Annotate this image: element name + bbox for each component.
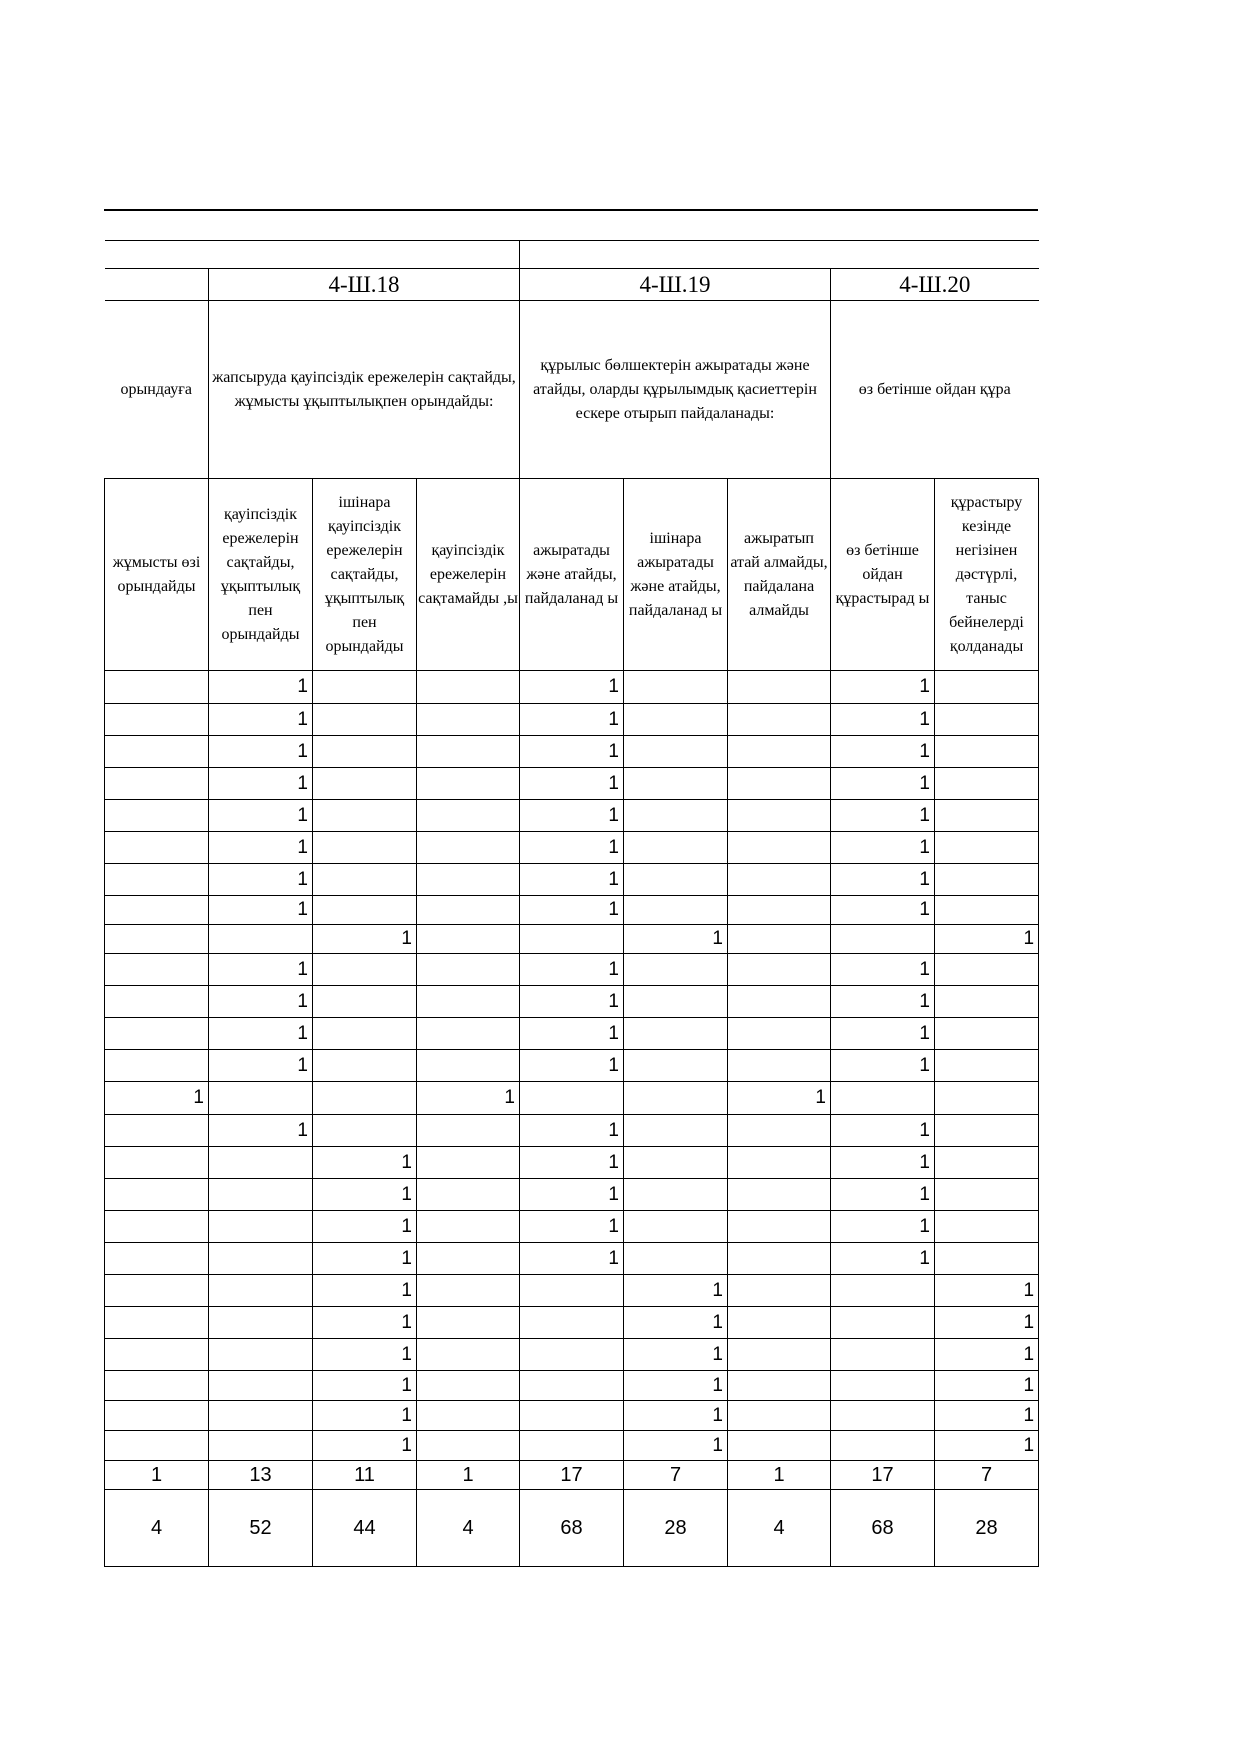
table-cell — [728, 1018, 831, 1050]
table-cell — [417, 986, 520, 1018]
table-cell — [935, 704, 1039, 736]
table-cell — [935, 1147, 1039, 1179]
percent-cell: 28 — [935, 1490, 1039, 1567]
table-cell: 1 — [520, 704, 624, 736]
table-cell — [209, 1275, 313, 1307]
table-row — [105, 986, 1039, 1018]
table-row — [105, 736, 1039, 768]
table-row — [105, 1307, 1039, 1339]
table-cell: 1 — [728, 1082, 831, 1115]
total-cell: 1 — [105, 1461, 209, 1490]
table-row — [105, 1243, 1039, 1275]
table-cell: 1 — [624, 1401, 728, 1431]
table-cell: 1 — [935, 1339, 1039, 1371]
table-cell — [417, 800, 520, 832]
table-cell — [935, 736, 1039, 768]
table-cell — [935, 1243, 1039, 1275]
table-cell: 1 — [313, 1401, 417, 1431]
table-cell — [209, 1307, 313, 1339]
table-cell — [105, 1018, 209, 1050]
table-cell — [105, 768, 209, 800]
table-cell — [728, 768, 831, 800]
table-cell — [417, 671, 520, 704]
table-cell — [831, 1401, 935, 1431]
table-cell: 1 — [313, 1371, 417, 1401]
table-cell — [105, 896, 209, 925]
table-cell: 1 — [313, 1307, 417, 1339]
table-cell — [313, 954, 417, 986]
table-cell: 1 — [831, 1179, 935, 1211]
table-cell — [935, 1050, 1039, 1082]
table-cell: 1 — [831, 896, 935, 925]
table-cell — [935, 1115, 1039, 1147]
table-cell — [417, 1115, 520, 1147]
table-cell — [935, 896, 1039, 925]
table-cell — [624, 1082, 728, 1115]
table-cell — [313, 1018, 417, 1050]
table-cell: 1 — [520, 1050, 624, 1082]
table-cell — [417, 1371, 520, 1401]
table-cell: 1 — [520, 986, 624, 1018]
table-cell — [520, 1371, 624, 1401]
table-cell — [520, 1275, 624, 1307]
code-cell: 4-Ш.18 — [209, 269, 520, 301]
table-cell — [831, 1339, 935, 1371]
table-cell: 1 — [520, 1179, 624, 1211]
table-cell — [417, 1211, 520, 1243]
table-cell — [105, 1339, 209, 1371]
table-cell — [728, 1243, 831, 1275]
table-cell — [313, 671, 417, 704]
table-row — [105, 1082, 1039, 1115]
table-row — [105, 896, 1039, 925]
table-row — [105, 671, 1039, 704]
table-cell — [417, 1018, 520, 1050]
table-cell: 1 — [831, 1243, 935, 1275]
table-cell — [105, 1115, 209, 1147]
table-cell — [728, 1307, 831, 1339]
top-rule — [104, 209, 1038, 211]
table-cell — [417, 1275, 520, 1307]
percent-cell: 52 — [209, 1490, 313, 1567]
table-cell — [105, 704, 209, 736]
group-description-row — [105, 301, 1039, 479]
table-cell: 1 — [313, 1211, 417, 1243]
table-cell — [624, 736, 728, 768]
table-cell: 1 — [935, 1275, 1039, 1307]
table-cell — [417, 768, 520, 800]
table-cell — [417, 1401, 520, 1431]
table-cell — [417, 896, 520, 925]
table-row — [105, 1339, 1039, 1371]
percent-row — [105, 1490, 1039, 1567]
blank-header-cell-left — [105, 241, 520, 269]
table-cell — [624, 986, 728, 1018]
table-cell — [520, 1431, 624, 1461]
table-cell — [728, 1401, 831, 1431]
table-cell — [728, 896, 831, 925]
table-cell — [728, 986, 831, 1018]
table-cell — [417, 832, 520, 864]
table-cell — [728, 704, 831, 736]
table-cell — [417, 954, 520, 986]
table-cell: 1 — [624, 1307, 728, 1339]
table-cell: 1 — [313, 1147, 417, 1179]
table-cell — [624, 1211, 728, 1243]
table-cell: 1 — [209, 986, 313, 1018]
table-cell — [417, 704, 520, 736]
total-cell: 11 — [313, 1461, 417, 1490]
group-description-cell: орындауға — [105, 301, 209, 479]
table-cell — [728, 1050, 831, 1082]
table-row — [105, 925, 1039, 954]
table-cell — [624, 864, 728, 896]
table-cell — [520, 1339, 624, 1371]
table-cell — [831, 925, 935, 954]
sub-header-cell: құрастыру кезінде негізінен дәстүрлі, таныс бейнелерді қолданады — [935, 479, 1039, 671]
group-description-cell: құрылыс бөлшектерін ажыратады және атайды, оларды құрылымдық қасиеттерін ескере отырып пайдаланады: — [520, 301, 831, 479]
table-cell: 1 — [520, 1147, 624, 1179]
table-cell: 1 — [313, 1243, 417, 1275]
sub-header-cell: өз бетінше ойдан құрастырад ы — [831, 479, 935, 671]
table-row — [105, 800, 1039, 832]
table-cell — [935, 832, 1039, 864]
table-cell — [417, 864, 520, 896]
blank-header-row — [105, 241, 1039, 269]
table-cell — [728, 1431, 831, 1461]
table-cell: 1 — [313, 1339, 417, 1371]
table-cell — [417, 1147, 520, 1179]
table-cell — [935, 1082, 1039, 1115]
table-cell: 1 — [520, 1243, 624, 1275]
table-cell: 1 — [831, 704, 935, 736]
total-cell: 1 — [417, 1461, 520, 1490]
sub-header-cell: ажыратады және атайды, пайдаланад ы — [520, 479, 624, 671]
table-cell: 1 — [209, 704, 313, 736]
table-cell — [520, 1082, 624, 1115]
table-cell — [313, 1050, 417, 1082]
table-row — [105, 1401, 1039, 1431]
table-cell — [209, 1339, 313, 1371]
table-cell — [313, 1082, 417, 1115]
table-cell — [935, 671, 1039, 704]
table-cell: 1 — [831, 768, 935, 800]
table-row — [105, 1371, 1039, 1401]
table-row — [105, 954, 1039, 986]
table-row — [105, 832, 1039, 864]
table-cell — [313, 1115, 417, 1147]
table-cell — [624, 768, 728, 800]
table-cell — [105, 954, 209, 986]
table-cell — [417, 1307, 520, 1339]
total-cell: 17 — [831, 1461, 935, 1490]
table-cell — [520, 1401, 624, 1431]
table-cell: 1 — [935, 925, 1039, 954]
table-cell — [935, 954, 1039, 986]
table-cell — [624, 800, 728, 832]
table-cell — [728, 1275, 831, 1307]
table-cell: 1 — [313, 925, 417, 954]
percent-cell: 28 — [624, 1490, 728, 1567]
table-cell — [313, 768, 417, 800]
total-cell: 7 — [624, 1461, 728, 1490]
table-cell — [209, 1431, 313, 1461]
table-row — [105, 1431, 1039, 1461]
sub-header-cell: ажыратып атай алмайды, пайдалана алмайды — [728, 479, 831, 671]
table-cell: 1 — [209, 671, 313, 704]
table-cell: 1 — [935, 1431, 1039, 1461]
table-row — [105, 704, 1039, 736]
assessment-table — [104, 240, 1039, 1567]
total-cell: 13 — [209, 1461, 313, 1490]
table-cell: 1 — [209, 1050, 313, 1082]
table-cell — [313, 736, 417, 768]
table-cell — [935, 1211, 1039, 1243]
blank-header-cell-right — [520, 241, 1039, 269]
table-cell — [209, 1147, 313, 1179]
table-cell — [520, 1307, 624, 1339]
table-cell: 1 — [624, 1339, 728, 1371]
table-cell: 1 — [935, 1307, 1039, 1339]
sub-header-row — [105, 479, 1039, 671]
table-cell — [209, 1179, 313, 1211]
table-cell — [417, 1179, 520, 1211]
table-cell — [520, 925, 624, 954]
table-row — [105, 1018, 1039, 1050]
table-cell — [417, 925, 520, 954]
table-cell: 1 — [831, 1147, 935, 1179]
table-cell: 1 — [831, 1050, 935, 1082]
table-cell — [313, 864, 417, 896]
table-cell: 1 — [313, 1179, 417, 1211]
table-cell — [728, 1147, 831, 1179]
table-cell: 1 — [209, 1018, 313, 1050]
table-row — [105, 1147, 1039, 1179]
table-cell — [728, 736, 831, 768]
table-cell — [624, 704, 728, 736]
table-cell: 1 — [313, 1431, 417, 1461]
table-cell: 1 — [209, 736, 313, 768]
percent-cell: 68 — [520, 1490, 624, 1567]
table-cell — [313, 704, 417, 736]
table-cell — [417, 1431, 520, 1461]
table-cell — [417, 1050, 520, 1082]
table-cell: 1 — [520, 1211, 624, 1243]
table-cell — [105, 1401, 209, 1431]
table-cell: 1 — [209, 800, 313, 832]
table-cell: 1 — [831, 986, 935, 1018]
group-description-cell: жапсыруда қауіпсіздік ережелерін сақтайды, жұмысты ұқыптылықпен орындайды: — [209, 301, 520, 479]
table-cell: 1 — [935, 1401, 1039, 1431]
table-row — [105, 1179, 1039, 1211]
table-cell — [209, 1371, 313, 1401]
table-cell: 1 — [831, 1018, 935, 1050]
table-cell — [209, 1211, 313, 1243]
table-cell — [105, 736, 209, 768]
total-cell: 7 — [935, 1461, 1039, 1490]
table-cell — [417, 1339, 520, 1371]
table-cell: 1 — [520, 736, 624, 768]
table-cell: 1 — [520, 954, 624, 986]
table-cell: 1 — [520, 864, 624, 896]
table-cell: 1 — [831, 864, 935, 896]
sub-header-cell: қауіпсіздік ережелерін сақтайды, ұқыптылық пен орындайды — [209, 479, 313, 671]
table-cell — [209, 1401, 313, 1431]
table-cell — [313, 800, 417, 832]
table-cell: 1 — [935, 1371, 1039, 1401]
table-cell — [105, 671, 209, 704]
table-cell — [105, 925, 209, 954]
table-cell: 1 — [831, 736, 935, 768]
sub-header-cell: ішінара ажыратады және атайды, пайдаланад ы — [624, 479, 728, 671]
table-cell — [935, 986, 1039, 1018]
code-row — [105, 269, 1039, 301]
table-row — [105, 1050, 1039, 1082]
table-cell: 1 — [209, 832, 313, 864]
table-cell: 1 — [520, 800, 624, 832]
table-cell — [105, 1211, 209, 1243]
table-cell — [935, 864, 1039, 896]
table-cell: 1 — [520, 1018, 624, 1050]
table-cell — [935, 768, 1039, 800]
percent-cell: 44 — [313, 1490, 417, 1567]
total-cell: 17 — [520, 1461, 624, 1490]
code-cell: 4-Ш.19 — [520, 269, 831, 301]
table-cell — [105, 1147, 209, 1179]
table-row — [105, 768, 1039, 800]
table-cell — [624, 1050, 728, 1082]
table-cell — [624, 832, 728, 864]
table-cell: 1 — [520, 832, 624, 864]
table-cell: 1 — [520, 768, 624, 800]
table-cell: 1 — [831, 954, 935, 986]
table-cell — [417, 1243, 520, 1275]
table-cell — [728, 954, 831, 986]
table-cell — [728, 671, 831, 704]
table-cell: 1 — [520, 671, 624, 704]
table-cell: 1 — [313, 1275, 417, 1307]
table-cell: 1 — [831, 832, 935, 864]
table-cell: 1 — [209, 768, 313, 800]
table-cell — [209, 1243, 313, 1275]
table-cell — [105, 986, 209, 1018]
table-cell: 1 — [624, 925, 728, 954]
table-cell — [624, 1243, 728, 1275]
table-cell: 1 — [831, 1211, 935, 1243]
table-cell — [831, 1431, 935, 1461]
totals-row — [105, 1461, 1039, 1490]
table-cell — [313, 896, 417, 925]
table-cell — [313, 832, 417, 864]
table-cell: 1 — [209, 864, 313, 896]
percent-cell: 68 — [831, 1490, 935, 1567]
table-cell — [105, 832, 209, 864]
table-cell — [624, 1115, 728, 1147]
table-row — [105, 864, 1039, 896]
table-cell: 1 — [831, 1115, 935, 1147]
table-cell — [728, 832, 831, 864]
table-cell — [935, 1018, 1039, 1050]
table-cell: 1 — [105, 1082, 209, 1115]
table-cell — [728, 1211, 831, 1243]
table-cell — [624, 1018, 728, 1050]
sub-header-cell: қауіпсіздік ережелерін сақтамайды ,ы — [417, 479, 520, 671]
table-cell: 1 — [520, 896, 624, 925]
total-cell: 1 — [728, 1461, 831, 1490]
table-cell — [105, 1371, 209, 1401]
table-cell — [624, 896, 728, 925]
table-cell: 1 — [209, 954, 313, 986]
table-cell: 1 — [209, 896, 313, 925]
table-cell: 1 — [520, 1115, 624, 1147]
table-cell — [313, 986, 417, 1018]
table-cell: 1 — [624, 1275, 728, 1307]
percent-cell: 4 — [105, 1490, 209, 1567]
percent-cell: 4 — [417, 1490, 520, 1567]
table-cell — [831, 1307, 935, 1339]
table-cell: 1 — [831, 671, 935, 704]
table-cell — [105, 1179, 209, 1211]
table-cell — [105, 1243, 209, 1275]
sub-header-cell: ішінара қауіпсіздік ережелерін сақтайды, ұқыптылық пен орындайды — [313, 479, 417, 671]
table-cell — [624, 954, 728, 986]
table-cell — [831, 1371, 935, 1401]
table-cell — [105, 1050, 209, 1082]
table-cell — [209, 1082, 313, 1115]
sub-header-cell: жұмысты өзі орындайды — [105, 479, 209, 671]
table-cell: 1 — [624, 1431, 728, 1461]
table-cell — [728, 1371, 831, 1401]
table-cell — [831, 1275, 935, 1307]
table-row — [105, 1115, 1039, 1147]
table-cell: 1 — [624, 1371, 728, 1401]
code-cell-blank — [105, 269, 209, 301]
table-cell — [105, 1275, 209, 1307]
group-description-cell: өз бетінше ойдан құра — [831, 301, 1039, 479]
code-cell: 4-Ш.20 — [831, 269, 1039, 301]
table-cell — [935, 1179, 1039, 1211]
table-cell — [728, 1339, 831, 1371]
table-cell — [105, 1431, 209, 1461]
table-cell — [728, 800, 831, 832]
table-row — [105, 1211, 1039, 1243]
table-cell — [728, 1179, 831, 1211]
table-cell — [831, 1082, 935, 1115]
table-cell — [935, 800, 1039, 832]
table-cell — [624, 1179, 728, 1211]
percent-cell: 4 — [728, 1490, 831, 1567]
table-cell — [209, 925, 313, 954]
table-cell — [624, 1147, 728, 1179]
table-cell: 1 — [417, 1082, 520, 1115]
table-cell — [728, 864, 831, 896]
table-cell — [417, 736, 520, 768]
table-cell — [105, 864, 209, 896]
table-cell: 1 — [831, 800, 935, 832]
table-cell — [624, 671, 728, 704]
table-cell — [105, 800, 209, 832]
table-row — [105, 1275, 1039, 1307]
table-cell: 1 — [209, 1115, 313, 1147]
table-cell — [728, 1115, 831, 1147]
table-cell — [105, 1307, 209, 1339]
table-cell — [728, 925, 831, 954]
